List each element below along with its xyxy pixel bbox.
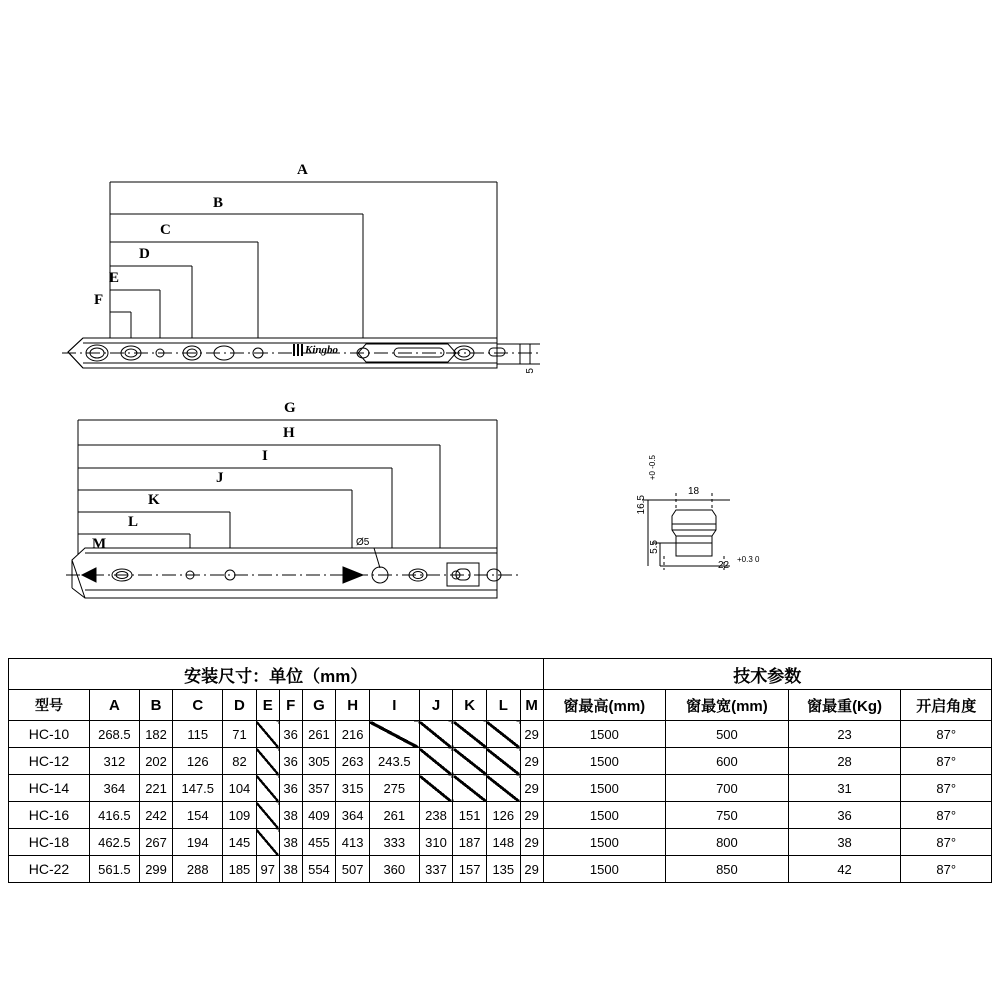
cell-dim-F: 38 [279, 802, 302, 829]
col-header-D: D [223, 690, 257, 721]
cell-dim-M: 29 [520, 829, 543, 856]
group-header-install: 安装尺寸：单位（mm） [9, 659, 544, 690]
section-width-bottom: 22 [718, 560, 730, 571]
cell-dim-G: 455 [302, 829, 336, 856]
cell-dim-D: 71 [223, 721, 257, 748]
cell-dim-L [486, 748, 520, 775]
cell-dim-J: 238 [419, 802, 453, 829]
cell-dim-C: 147.5 [173, 775, 223, 802]
cell-dim-I [369, 721, 419, 748]
cell-tech-3: 87° [901, 829, 992, 856]
cell-dim-E [256, 829, 279, 856]
cell-dim-F: 38 [279, 856, 302, 883]
col-header-B: B [139, 690, 173, 721]
dim-label-E: E [109, 270, 120, 286]
brand-logo-text: Kingbo [305, 344, 339, 356]
cell-tech-0: 1500 [543, 802, 666, 829]
cell-tech-1: 750 [666, 802, 789, 829]
cell-dim-J: 310 [419, 829, 453, 856]
cell-tech-2: 23 [788, 721, 901, 748]
cell-dim-C: 154 [173, 802, 223, 829]
cell-dim-G: 409 [302, 802, 336, 829]
cell-dim-F: 36 [279, 748, 302, 775]
cell-dim-A: 364 [90, 775, 140, 802]
dim-label-D: D [139, 246, 150, 262]
cell-dim-A: 561.5 [90, 856, 140, 883]
cell-dim-A: 416.5 [90, 802, 140, 829]
cell-dim-L [486, 775, 520, 802]
cell-dim-E [256, 748, 279, 775]
cell-tech-3: 87° [901, 721, 992, 748]
cell-model: HC-14 [9, 775, 90, 802]
dim-label-J: J [216, 470, 224, 486]
cell-dim-B: 182 [139, 721, 173, 748]
col-header-A: A [90, 690, 140, 721]
cell-dim-I: 333 [369, 829, 419, 856]
cell-dim-L: 135 [486, 856, 520, 883]
cell-tech-0: 1500 [543, 829, 666, 856]
col-header-max-height: 窗最高(mm) [543, 690, 666, 721]
cell-dim-M: 29 [520, 775, 543, 802]
cell-dim-L [486, 721, 520, 748]
cell-dim-F: 36 [279, 721, 302, 748]
cell-tech-1: 850 [666, 856, 789, 883]
cell-tech-3: 87° [901, 775, 992, 802]
cell-tech-1: 800 [666, 829, 789, 856]
cell-dim-L: 126 [486, 802, 520, 829]
cell-dim-J [419, 748, 453, 775]
cell-dim-H: 364 [336, 802, 370, 829]
dim-label-L: L [128, 514, 139, 530]
cell-dim-H: 507 [336, 856, 370, 883]
brand-logo-mark [293, 344, 303, 356]
table-row [9, 829, 992, 856]
cell-tech-2: 36 [788, 802, 901, 829]
cell-dim-C: 126 [173, 748, 223, 775]
table-row [9, 856, 992, 883]
cell-dim-D: 104 [223, 775, 257, 802]
cell-dim-L: 148 [486, 829, 520, 856]
cell-dim-J [419, 721, 453, 748]
table-group-header-row [9, 659, 992, 690]
cell-dim-G: 305 [302, 748, 336, 775]
cell-tech-3: 87° [901, 856, 992, 883]
col-header-J: J [419, 690, 453, 721]
col-header-I: I [369, 690, 419, 721]
dim-label-A: A [297, 162, 308, 178]
cell-dim-J [419, 775, 453, 802]
table-row [9, 775, 992, 802]
cell-dim-K [453, 775, 487, 802]
cell-tech-1: 700 [666, 775, 789, 802]
cell-tech-2: 42 [788, 856, 901, 883]
cell-model: HC-16 [9, 802, 90, 829]
cell-dim-K: 187 [453, 829, 487, 856]
table-column-header-row [9, 690, 992, 721]
cell-model: HC-10 [9, 721, 90, 748]
dim-label-B: B [213, 195, 224, 211]
cell-dim-B: 267 [139, 829, 173, 856]
cell-dim-K [453, 721, 487, 748]
cell-dim-D: 145 [223, 829, 257, 856]
spec-table-body [9, 721, 992, 883]
cell-model: HC-12 [9, 748, 90, 775]
cell-dim-G: 261 [302, 721, 336, 748]
cell-dim-F: 36 [279, 775, 302, 802]
cell-dim-B: 221 [139, 775, 173, 802]
section-width-bottom-tolerance: +0.3 0 [737, 555, 760, 564]
col-header-K: K [453, 690, 487, 721]
col-header-G: G [302, 690, 336, 721]
col-header-C: C [173, 690, 223, 721]
cell-dim-A: 462.5 [90, 829, 140, 856]
cell-dim-H: 413 [336, 829, 370, 856]
hole-diameter-note: Ø5 [356, 537, 370, 548]
dim-label-M: M [92, 536, 107, 552]
dim-label-G: G [284, 400, 296, 416]
cell-dim-A: 312 [90, 748, 140, 775]
cell-dim-M: 29 [520, 721, 543, 748]
cell-dim-M: 29 [520, 856, 543, 883]
col-header-M: M [520, 690, 543, 721]
cell-dim-K: 151 [453, 802, 487, 829]
cell-tech-3: 87° [901, 802, 992, 829]
cell-dim-C: 194 [173, 829, 223, 856]
cell-tech-0: 1500 [543, 775, 666, 802]
cell-dim-F: 38 [279, 829, 302, 856]
cell-dim-K: 157 [453, 856, 487, 883]
cell-tech-0: 1500 [543, 748, 666, 775]
spec-table [8, 658, 992, 883]
col-header-F: F [279, 690, 302, 721]
cell-dim-A: 268.5 [90, 721, 140, 748]
dim-label-K: K [148, 492, 160, 508]
col-header-L: L [486, 690, 520, 721]
cell-dim-B: 299 [139, 856, 173, 883]
cell-dim-E: 97 [256, 856, 279, 883]
cell-dim-H: 263 [336, 748, 370, 775]
cell-dim-B: 242 [139, 802, 173, 829]
cell-dim-C: 115 [173, 721, 223, 748]
col-header-H: H [336, 690, 370, 721]
col-header-model: 型号 [9, 690, 90, 721]
dim-label-H: H [283, 425, 295, 441]
cell-tech-1: 500 [666, 721, 789, 748]
cell-dim-K [453, 748, 487, 775]
cell-dim-I: 360 [369, 856, 419, 883]
table-row [9, 802, 992, 829]
cell-dim-I: 261 [369, 802, 419, 829]
cell-tech-2: 38 [788, 829, 901, 856]
cell-dim-D: 185 [223, 856, 257, 883]
cell-tech-3: 87° [901, 748, 992, 775]
cell-dim-M: 29 [520, 802, 543, 829]
cell-dim-H: 315 [336, 775, 370, 802]
cell-tech-2: 31 [788, 775, 901, 802]
brand-logo [293, 344, 338, 356]
cell-dim-E [256, 721, 279, 748]
cell-tech-0: 1500 [543, 856, 666, 883]
dim-label-I: I [262, 448, 268, 464]
col-header-open-angle: 开启角度 [901, 690, 992, 721]
cell-dim-E [256, 775, 279, 802]
cell-dim-I: 243.5 [369, 748, 419, 775]
dim-label-F: F [94, 292, 104, 308]
cell-tech-0: 1500 [543, 721, 666, 748]
dim-label-C: C [160, 222, 171, 238]
table-row [9, 748, 992, 775]
cell-dim-G: 554 [302, 856, 336, 883]
cell-dim-D: 109 [223, 802, 257, 829]
cell-dim-H: 216 [336, 721, 370, 748]
col-header-E: E [256, 690, 279, 721]
cell-tech-1: 600 [666, 748, 789, 775]
cell-dim-D: 82 [223, 748, 257, 775]
cell-model: HC-22 [9, 856, 90, 883]
section-height-total: 16.5 [636, 495, 647, 515]
group-header-tech: 技术参数 [543, 659, 991, 690]
cell-model: HC-18 [9, 829, 90, 856]
section-width-top: 18 [688, 486, 700, 497]
cell-dim-B: 202 [139, 748, 173, 775]
cell-dim-I: 275 [369, 775, 419, 802]
table-row [9, 721, 992, 748]
cell-dim-M: 29 [520, 748, 543, 775]
cell-dim-G: 357 [302, 775, 336, 802]
section-height-bottom: 5.5 [649, 540, 660, 554]
section-height-tolerance: +0 -0.5 [648, 455, 657, 481]
col-header-max-width: 窗最宽(mm) [666, 690, 789, 721]
cell-dim-C: 288 [173, 856, 223, 883]
spec-table-wrapper [8, 658, 992, 883]
cell-tech-2: 28 [788, 748, 901, 775]
cell-dim-J: 337 [419, 856, 453, 883]
col-header-max-weight: 窗最重(Kg) [788, 690, 901, 721]
edge-thickness-note: 5 [525, 368, 536, 374]
cell-dim-E [256, 802, 279, 829]
